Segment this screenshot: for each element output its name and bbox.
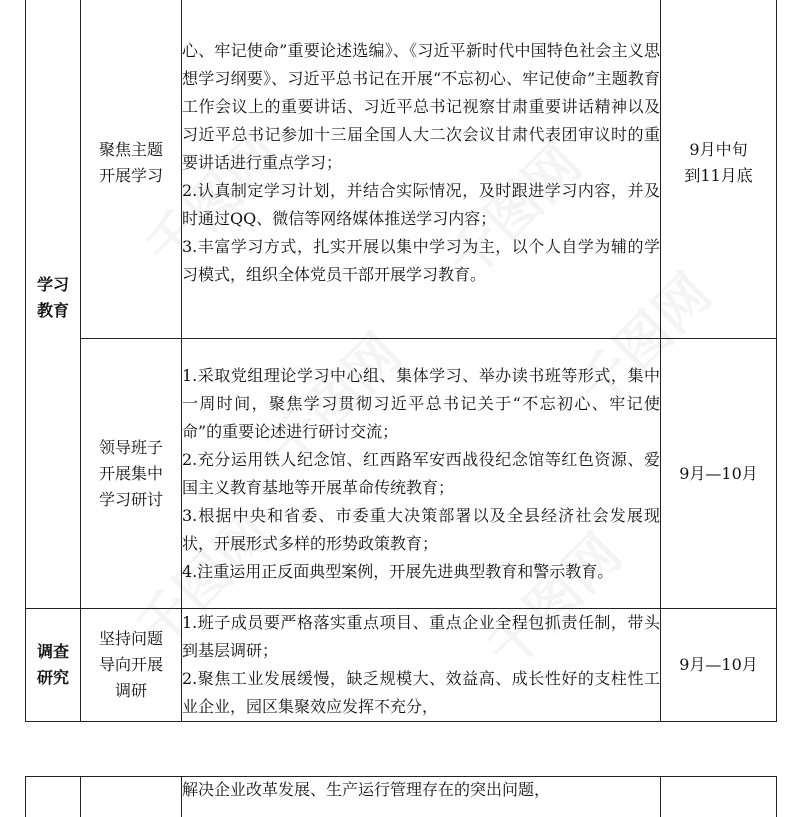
content-item: 解决企业改革发展、生产运行管理存在的突出问题， [182,780,550,799]
topic-cell [81,339,182,609]
next-page-table [25,776,777,817]
plan-table [25,0,777,722]
time-label: 9月—10月 [661,652,776,678]
topic-label: 领导班子 [81,435,181,461]
topic-label: 导向开展 [81,652,181,678]
time-label: 到11月底 [661,163,776,189]
time-cell [661,0,777,339]
topic-label: 坚持问题 [81,626,181,652]
topic-cell [81,777,182,817]
content-item: 2.聚焦工业发展缓慢，缺乏规模大、效益高、成长性好的支柱性工业企业，园区集聚效应发挥不充分， [182,665,660,721]
content-cell [182,339,661,609]
topic-label: 开展学习 [81,163,181,189]
topic-cell [81,0,182,339]
category-label: 学习 [26,272,80,298]
topic-cell [81,609,182,722]
table-row [26,0,777,339]
time-cell [661,339,777,609]
time-cell [661,777,777,817]
content-item: 2.充分运用铁人纪念馆、红西路军安西战役纪念馆等红色资源、爱国主义教育基地等开展革命传统教育； [182,446,660,502]
time-cell [661,609,777,722]
content-cell [182,609,661,722]
category-label: 研究 [26,665,80,691]
topic-label: 学习研讨 [81,487,181,513]
category-label: 调查 [26,639,80,665]
topic-label: 开展集中 [81,461,181,487]
table-row [26,609,777,722]
content-cell [182,0,661,339]
content-item: 4.注重运用正反面典型案例，开展先进典型教育和警示教育。 [182,558,660,586]
content-item: 1.班子成员要严格落实重点项目、重点企业全程包抓责任制，带头到基层调研； [182,609,660,665]
category-cell [26,777,81,817]
topic-label: 调研 [81,678,181,704]
content-item: 心、牢记使命”重要论述选编》、《习近平新时代中国特色社会主义思想学习纲要》、习近平总书记在开展“不忘初心、牢记使命”主题教育工作会议上的重要讲话、习近平总书记视察甘肃重要讲话精神以及习近平总书记参加十三届全国人大二次会议甘肃代表团审议时的重要讲话进行重点学习； [182,37,660,177]
category-cell [26,0,81,609]
table-row [26,339,777,609]
topic-label: 聚焦主题 [81,137,181,163]
category-label: 教育 [26,298,80,324]
content-item: 3.丰富学习方式，扎实开展以集中学习为主，以个人自学为辅的学习模式，组织全体党员干部开展学习教育。 [182,233,660,289]
content-item: 1.采取党组理论学习中心组、集体学习、举办读书班等形式，集中一周时间，聚焦学习贯彻习近平总书记关于“不忘初心、牢记使命”的重要论述进行研讨交流； [182,362,660,446]
category-cell [26,609,81,722]
time-label: 9月—10月 [661,461,776,487]
table-row [26,777,777,817]
time-label: 9月中旬 [661,137,776,163]
content-item: 3.根据中央和省委、市委重大决策部署以及全县经济社会发展现状，开展形式多样的形势政策教育； [182,502,660,558]
content-item: 2.认真制定学习计划，并结合实际情况，及时跟进学习内容，并及时通过QQ、微信等网络媒体推送学习内容； [182,177,660,233]
content-cell [182,777,661,817]
